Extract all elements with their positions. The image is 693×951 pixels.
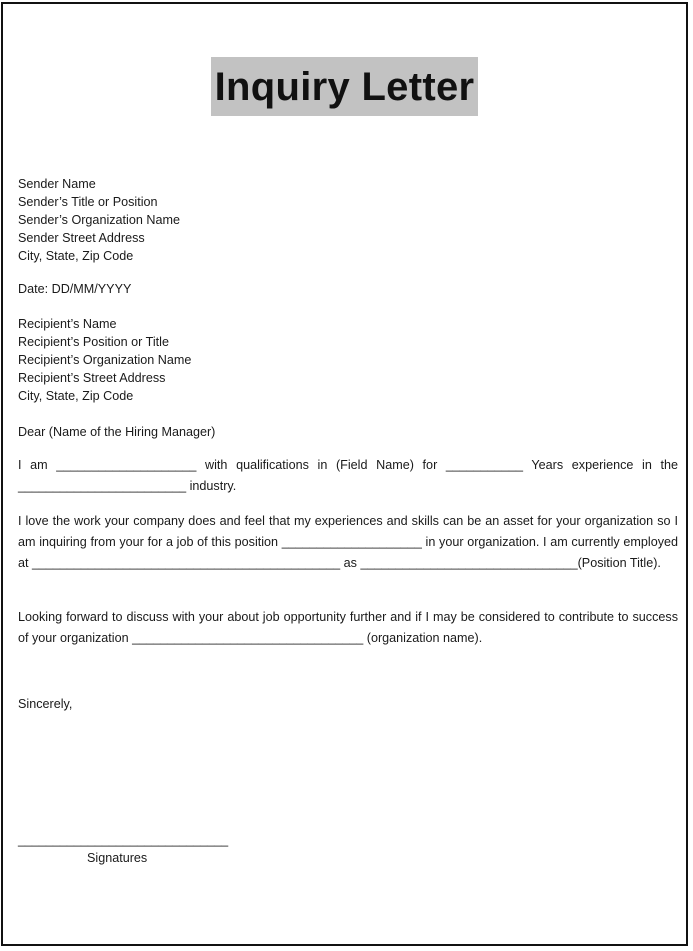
sender-city: City, State, Zip Code (18, 249, 134, 263)
sender-street: Sender Street Address (18, 231, 145, 245)
paragraph-closing-remarks: Looking forward to discuss with your about job opportunity further and if I may be considered to contribute to success of your organization _________________________________ (organization name). (18, 610, 678, 645)
sender-block (18, 175, 180, 265)
paragraph-inquiry: I love the work your company does and feel that my experiences and skills can be an asset for your organization so I am inquiring from your for a job of this position ____________________ in your organization. I am currently employed at ____________________________________________ as _______________________________(Position Title). (18, 514, 678, 570)
recipient-position: Recipient’s Position or Title (18, 335, 169, 349)
sender-name: Sender Name (18, 177, 96, 191)
signature-line: ______________________________ (18, 833, 229, 847)
page-title: Inquiry Letter (211, 57, 479, 116)
paragraph-qualifications: I am ____________________ with qualifications in (Field Name) for ___________ Years experience in the ________________________ industry. (18, 458, 678, 493)
salutation-block (18, 423, 215, 441)
recipient-organization: Recipient’s Organization Name (18, 353, 192, 367)
closing: Sincerely, (18, 697, 73, 711)
sender-organization: Sender’s Organization Name (18, 213, 180, 227)
date-block (18, 280, 131, 298)
recipient-street: Recipient’s Street Address (18, 371, 166, 385)
letter-page (1, 2, 688, 946)
salutation: Dear (Name of the Hiring Manager) (18, 425, 216, 439)
signature-label: Signatures (87, 851, 148, 865)
sender-title: Sender’s Title or Position (18, 195, 158, 209)
letter-date: Date: DD/MM/YYYY (18, 282, 132, 296)
closing-block (18, 695, 72, 713)
recipient-block (18, 315, 191, 405)
recipient-city: City, State, Zip Code (18, 389, 134, 403)
title-wrap (3, 57, 686, 116)
recipient-name: Recipient’s Name (18, 317, 117, 331)
